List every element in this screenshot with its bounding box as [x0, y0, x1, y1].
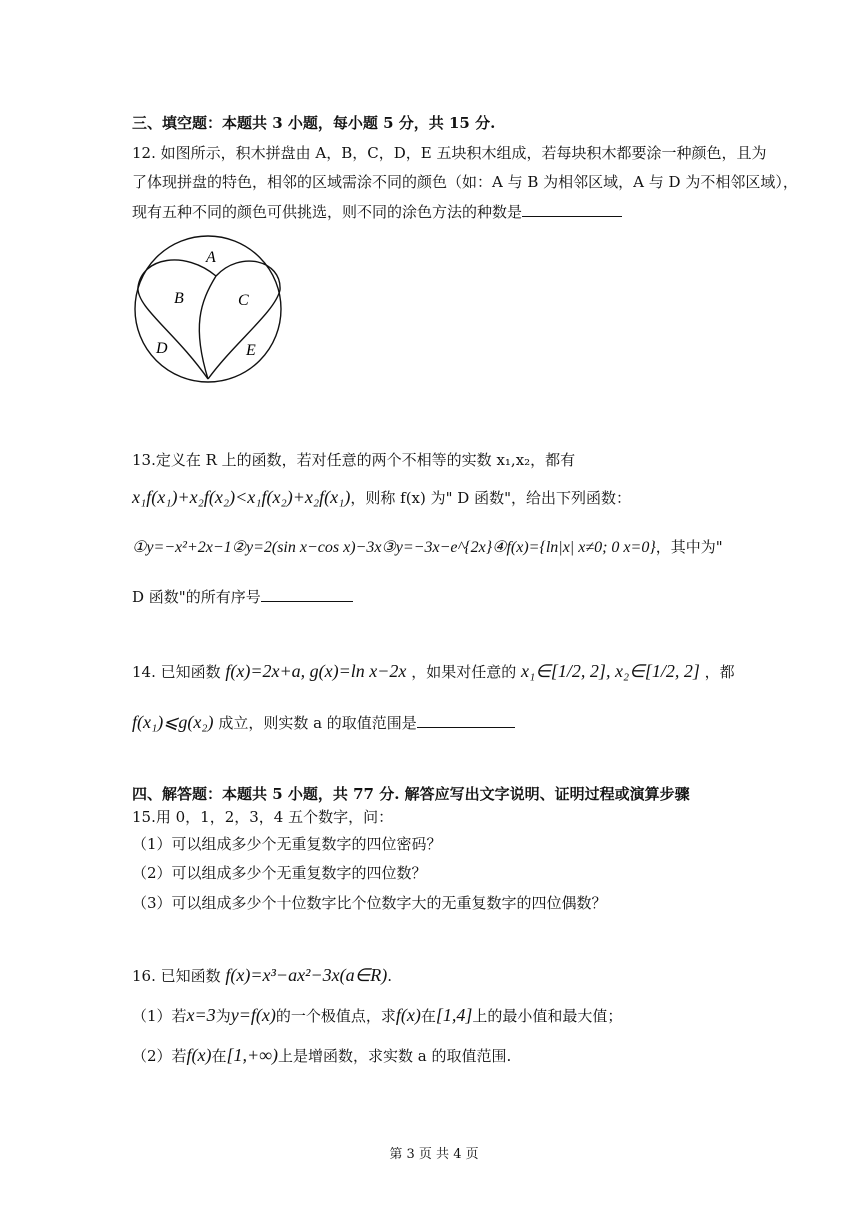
section-3-title: 三、填空题：本题共 3 小题，每小题 5 分，共 15 分. — [132, 114, 496, 132]
region-c-boundary — [208, 261, 280, 379]
label-b: B — [174, 290, 184, 307]
q13-line-1: 13.定义在 R 上的函数，若对任意的两个不相等的实数 x₁,x₂，都有 — [132, 451, 576, 469]
q16-p1-mid-2: 的一个极值点，求 — [275, 1007, 396, 1025]
q12-line-3-text: 现有五种不同的颜色可供挑选，则不同的涂色方法的种数是 — [132, 203, 523, 221]
q14-line-1 — [132, 660, 735, 683]
q14-line-2-text: 成立，则实数 a 的取值范围是 — [213, 714, 417, 732]
q16-part-2 — [132, 1044, 511, 1067]
q14-mid: ，如果对任意的 — [411, 663, 517, 681]
answer-blank — [417, 711, 515, 728]
answer-blank — [261, 585, 353, 602]
q14-functions: f(x)=2x+a, g(x)=ln x−2x — [225, 661, 407, 681]
q16-p1-interval: [1,4] — [435, 1005, 473, 1025]
q13-line-3 — [132, 536, 723, 559]
q16-p1-prefix: （1）若 — [132, 1007, 187, 1025]
q14-suffix: ，都 — [704, 663, 735, 681]
region-b-boundary — [138, 260, 216, 379]
q13-line-2 — [132, 486, 631, 509]
q13-line-2-text: ，则称 f(x) 为" D 函数"，给出下列函数： — [350, 489, 631, 507]
label-a: A — [206, 249, 216, 266]
label-d: D — [156, 340, 168, 357]
q16-prefix: 16. 已知函数 — [132, 967, 221, 985]
q15-part-2: （2）可以组成多少个无重复数字的四位数？ — [132, 864, 427, 882]
q16-p1-math-1: x=3 — [186, 1005, 216, 1025]
q16-suffix: . — [387, 967, 393, 985]
q16-p2-interval: [1,+∞) — [226, 1045, 279, 1065]
q12-line-2: 了体现拼盘的特色，相邻的区域需涂不同的颜色（如：A 与 B 为相邻区域，A 与 D 为不相邻区域）， — [132, 173, 798, 191]
section-4-title: 四、解答题：本题共 5 小题，共 77 分. 解答应写出文字说明、证明过程或演算步骤 — [132, 785, 690, 803]
answer-blank — [522, 200, 622, 217]
q16-stem — [132, 964, 392, 987]
q16-p1-mid-1: 为 — [215, 1007, 231, 1025]
q15-part-1: （1）可以组成多少个无重复数字的四位密码？ — [132, 835, 442, 853]
q15-part-3: （3）可以组成多少个十位数字比个位数字大的无重复数字的四位偶数？ — [132, 894, 607, 912]
q14-condition: f(x₁)⩽g(x₂) — [132, 712, 214, 732]
q16-p2-math-1: f(x) — [186, 1045, 212, 1065]
q13-line-4-text: D 函数"的所有序号 — [132, 588, 261, 606]
puzzle-figure — [130, 232, 286, 388]
q16-p2-prefix: （2）若 — [132, 1047, 187, 1065]
label-e: E — [246, 342, 256, 359]
q14-line-2 — [132, 711, 515, 734]
q12-line-3 — [132, 200, 622, 223]
q16-p1-suffix: 上的最小值和最大值； — [472, 1007, 623, 1025]
label-c: C — [238, 292, 249, 309]
q14-prefix: 14. 已知函数 — [132, 663, 221, 681]
q14-domain: x₁∈[1/2, 2], x₂∈[1/2, 2] — [521, 661, 700, 681]
q13-functions: ①y=−x²+2x−1②y=2(sin x−cos x)−3x③y=−3x−e^{2x}④f(x)={ln|x| x≠0; 0 x=0} — [132, 539, 656, 556]
q16-function: f(x)=x³−ax²−3x(a∈R) — [225, 965, 388, 985]
page-footer: 第 3 页 共 4 页 — [389, 1147, 479, 1162]
q16-p2-mid: 在 — [211, 1047, 227, 1065]
q16-p1-math-2: y=f(x) — [230, 1005, 276, 1025]
q16-p1-mid-3: 在 — [420, 1007, 436, 1025]
q13-inequality: x₁f(x₁)+x₂f(x₂)<x₁f(x₂)+x₂f(x₁) — [132, 487, 351, 507]
q13-line-3-text: ，其中为" — [655, 538, 723, 556]
q16-p2-suffix: 上是增函数，求实数 a 的取值范围. — [278, 1047, 512, 1065]
q12-line-1: 12. 如图所示，积木拼盘由 A，B，C，D，E 五块积木组成，若每块积木都要涂一种颜色，且为 — [132, 144, 767, 162]
q15-stem: 15.用 0，1，2，3，4 五个数字，问： — [132, 808, 394, 826]
q13-line-4 — [132, 585, 353, 608]
q16-part-1 — [132, 1004, 622, 1027]
q16-p1-math-3: f(x) — [395, 1005, 421, 1025]
region-divider — [199, 276, 216, 379]
